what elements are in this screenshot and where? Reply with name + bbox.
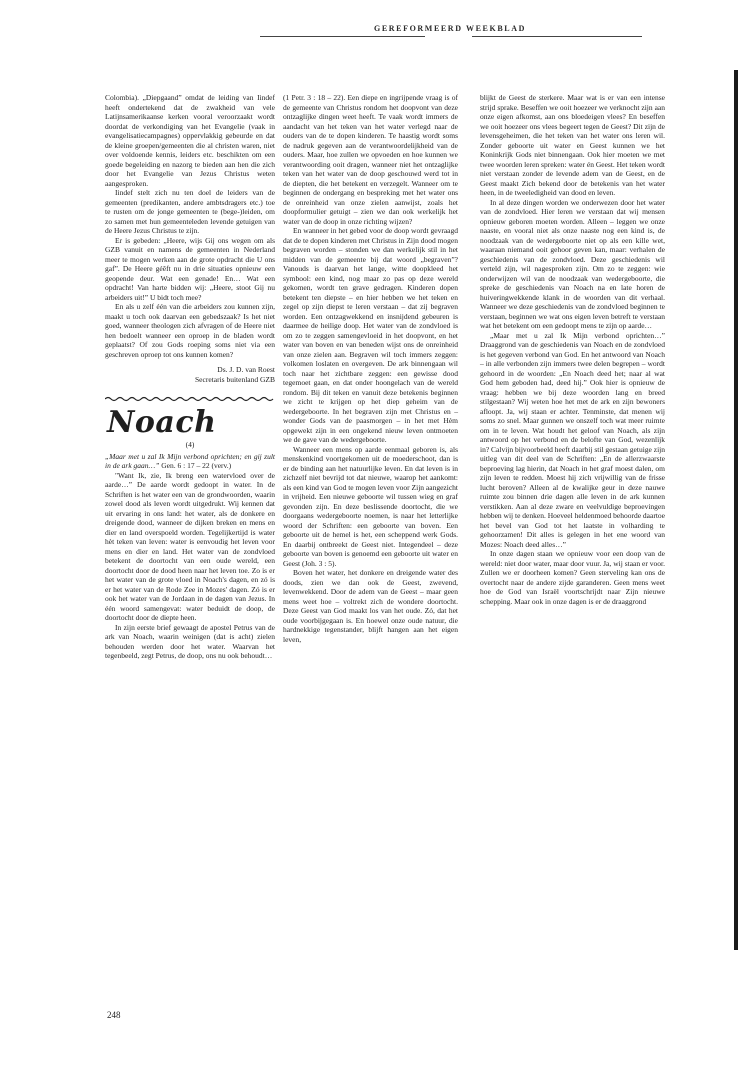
paragraph: Boven het water, het donkere en dreigende water des doods, zien we dan ook de Geest, zwevend, levenwekkend. Door de adem van de Geest – maar geen mens weet hoe – voltrekt zich de wondere doortocht. Deze Geest van God maakt los van het oude. Zó, dat het oude voorbijgegaan is. En hoewel onze oude natuur, die hardnekkige tegenstander, blijft hangen aan het eigen leven, [283,568,458,644]
column-middle [283,93,458,644]
page-edge-shadow [734,70,738,950]
wavy-divider [105,396,275,402]
paragraph: En wanneer in het gebed voor de doop wordt gevraagd dat de te dopen kinderen met Christus in Zijn dood mogen begraven worden – stonden we dan werkelijk stil in het midden van de gemeente bij dat woord „begraven”? Vanouds is daarvan het lange, witte doopkleed het symbool: een kind, nog maar zo pas op deze wereld gekomen, wordt ten grave gedragen. Kinderen dopen betekent ten diepste – en hier hebben we het teken en zegel op zijn diepst te leren verstaan – dat zij begraven worden. Een ontzagwekkend en insnijdend gebeuren is daarmee de heilige doop. Het water van de zondvloed is om zo te zeggen samengevloeid in het doopvont, en het water van boven en van beneden wijst ons de onreinheid van onze zielen aan. Begraven wil toch immers zeggen: volkomen loslaten en overgeven. De ark binnengaan wil toch naar het zichtbare zeggen: een gewisse dood tegemoet gaan, en dat onder hoongelach van de wereld rondom. Bij dit teken en vanuit deze betekenis beginnen we zicht te krijgen op het diep geheim van de wedergeboorte. In het begraven zijn met Christus en – wonder Gods van de paasmorgen – in het met Hèm opgewekt zijn in een ongekend nieuw leven ontmoeten we de gave van de wedergeboorte. [283,226,458,444]
page-number: 248 [107,1010,121,1020]
paragraph: In onze dagen staan we opnieuw voor een doop van de wereld: niet door water, maar door vuur. Ja, wij staan er voor. Zullen we er doorheen komen? Geen sterveling kan ons de overtocht naar de andere zijde garanderen. Geen mens weet hoe de God van Israël voortschrijdt naar Zijn nieuwe schepping. Maar ook in onze dagen is er de draaggrond [480,549,665,606]
motto-reference: Gen. 6 : 17 – 22 (verv.) [161,461,232,470]
signature-name: Ds. J. D. van Roest [217,365,275,374]
article-number: (4) [185,440,195,449]
paragraph: In al deze dingen worden we onderwezen door het water van de zondvloed. Hier leren we verstaan dat wij mensen opnieuw geboren moeten worden. Alleen – leggen we onze naaste, en vooral niet als onze naaste nog een kind is, de noodzaak van de wedergeboorte niet op als een kille wet, waaraan niemand ooit gehoor geven kan, maar: verhalen de geschiedenis van de zondvloed. Deze geschiedenis wil verteld zijn, wil nagesproken zijn. Om zo te zeggen: wie onderwijzen wil van de noodzaak van wedergeboorte, die spreke de geschiedenis van Noach na en late horen de huiveringwekkende klank in de woorden van dit verhaal. Wanneer we deze geschiedenis van de zondvloed beginnen te verstaan, beginnen we wat ons eigen leven betreft te verstaan wat het betekent om een gedoopt mens te zijn op aarde… [480,197,665,330]
signature [105,365,275,384]
article-title: Noach [107,405,217,440]
paragraph: blijkt de Geest de sterkere. Maar wat is er van een intense strijd sprake. Beseffen we ooit hoezeer we verknocht zijn aan onze eigen afkomst, aan ons bloedeigen vlees? En beseffen we ooit hoezeer ons vlees begeert tegen de Geest? Dit zijn de levensgeheimen, die het teken van het water ons leren wil. Zonder geboorte uit water en Geest kunnen we het Koninkrijk Gods niet binnengaan. Ook hier moeten we met twee woorden leren spreken: water én Geest. Het teken wordt niet verstaan zonder de levende adem van de Geest, en de Geest maakt Zich bekend door de betekenis van het water heen, in de tweeledigheid van dood en leven. [480,93,665,197]
paragraph: Wanneer een mens op aarde eenmaal geboren is, als menskenkind voortgekomen uit de moederschoot, dan is er de binding aan het natuurlijke leven. En dat leven is in zichzelf niet bevrijd tot dat nieuwe, waarop het aankomt: als een kind van God te mogen leven voor Zijn aangezicht in vrijheid. Een nieuwe geboorte wil tussen wieg en graf gevonden zijn. En deze beslissende doortocht, die we doorgaans wedergeboorte noemen, is naar het letterlijke woord der Schriften: een geboorte van boven. Een geboorte uit de hemel is het, een scheppend werk Gods. En daarbij ontbreekt de Geest niet. Integendeel – deze geboorte van boven is genoemd een geboorte uit water en Geest (Joh. 3 : 5). [283,444,458,568]
header-rule-right [472,36,642,37]
column-left [105,93,275,661]
paragraph: „Maar met u zal Ik Mijn verbond oprichten…” Draaggrond van de geschiedenis van Noach en de zondvloed is het gegeven verbond van God. En het antwoord van Noach – in alle verbonden zijn immers twee delen begrepen – wordt gehoord in de woorden: „En Noach deed het; naar al wat God hem geboden had, deed hij.” Ook hier is opnieuw de vraag: hebben we bij deze woorden lang en breed stilgestaan? Wij weten hoe het met de ark en zijn bewoners afloopt. Ja, wij staan er achter. Tenminste, dat menen wij soms zo snel. Maar gunnen we onszelf toch wat meer ruimte om in te leven. Wat houdt het geloof van Noach, als zijn antwoord op het verbond en de belofte van God, wezenlijk in? Calvijn bijvoorbeeld heeft daarbij stil gestaan getuige zijn uitleg van dit deel van de Schriften: „En de allerzwaarste beproeving lag hierin, dat Noach in het graf moest dalen, om zijn leven te redden. Moest hij zich vrijwillig van de frisse lucht beroven? Alleen al de kwalijke geur in deze nauwe ruimte zou binnen drie dagen alle leven in de ark kunnen verstikken. Aan al deze zware en veelvuldige beproevingen hebben wij te denken. Hoeveel heldenmoed behoorde daartoe het bevel van God tot het laatste in volharding te gehoorzamen! Dit alles is gelegen in het ene woord van Mozes: Noach deed alles…” [480,330,665,549]
wavy-divider-icon [105,396,275,402]
header-rule-left [260,36,425,37]
running-header: GEREFORMEERD WEEKBLAD [374,24,526,33]
paragraph: In zijn eerste brief gewaagt de apostel Petrus van de ark van Noach, waarin weinigen (dat is acht) zielen behouden werden door het water. Waarvan het tegenbeeld, zegt Petrus, de doop, ons nu ook behoudt… [105,622,275,660]
paragraph: (1 Petr. 3 : 18 – 22). Een diepe en ingrijpende vraag is of de gemeente van Christus rondom het doopvont van deze ontzaglijke dingen weet heeft. Te vaak wordt immers de aandacht van het teken van het water verlegd naar de ouders van de te dopen kinderen. Te haastig wordt soms de nadruk gegeven aan de verantwoordelijkheid van de ouders. Maar, hoe zullen we opvoeden en hoe kunnen we verantwoording ooit dragen, wanneer niet het ontzaglijke teken van het water van de doop geschouwd werd tot in de diepten, die het betekent en verzegelt. Wanneer om te beginnen de ondergang en bespreking met het water ons de onreinheid van onze zielen aanwijst, zoals het doopformulier getuigt – zien we dan ook werkelijk het water van de doop in onze richting wijzen? [283,93,458,226]
paragraph: Er is gebeden: „Heere, wijs Gij ons wegen om als GZB vanuit en namens de gemeenten in Nederland meer te mogen werken aan de grote opdracht die U ons gaf”. De Heere géêft nu in drie situaties opnieuw een geopende deur. Wat een genade! En… Wat een opdracht! Van harte bidden wij: „Heere, stoot Gij nu arbeiders uit!” U bidt toch mee? [105,235,275,302]
paragraph: Iindef stelt zich nu ten doel de leiders van de gemeenten (predikanten, andere ambtsdragers etc.) toe te rusten om de jonge gemeenten te (bege-)leiden, om zo samen met hun gemeenteleden levende getuigen van de Heere Jezus Christus te zijn. [105,188,275,235]
paragraph: "Want Ik, zie, Ik breng een watervloed over de aarde…” De aarde wordt gedoopt in water. In de Schriften is het water een van de grondwoorden, waarin zowel dood als leven wordt uitgedrukt. Wij kennen dat uit ervaring in ons land: het water, als de donkere en dreigende dood, wanneer de dijken breken en mens en dier en land overspoeld worden. Tegelijkertijd is water hèt teken van leven: water is eenvoudig het leven voor mens en dier en land. Het water van de zondvloed betekent de doortocht van een oude wereld, een doortocht door de dood heen naar het leven toe. Zo is er het water van de grote vloed in Noach's dagen, en zó is er het water van de Rode Zee in Mozes' dagen. Zó is er ook het water van de Jordaan in de dagen van Jezus. In één woord samengevat: water beduidt de doop, de doortocht door de diepte heen. [105,470,275,622]
article-motto [105,452,275,471]
signature-title: Secretaris buitenland GZB [195,374,275,384]
paragraph: En als u zelf één van die arbeiders zou kunnen zijn, maakt u toch ook daarvan een gebedszaak? Is het niet goed, wanneer theologen zich afvragen of de Heere niet hen bedoelt wanneer een oproep in de bladen wordt geplaatst? Of zou Gods roeping soms niet via een geschreven oproep tot ons kunnen komen? [105,302,275,359]
column-right [480,93,665,606]
paragraph: Colombia). „Diepgaand” omdat de leiding van Iindef heeft ondertekend dat de zwakheid van vele Latijnsamerikaanse kerken vooral veroorzaakt wordt doordat de verkondiging van het Evangelie (vaak in evangelisatiecampagnes) oppervlakkig gebeurde en dat de kleine groepen/gemeenten die al christen waren, niet over voldoende kennis, leiders etc. beschikten om een goede begeleiding en nazorg te bieden aan hen die zich door het Evangelie van Jezus Christus weten aangesproken. [105,93,275,188]
motto-text: „Maar met u zal Ik Mijn verbond oprichten; en gij zult in de ark gaan…” [105,451,275,470]
